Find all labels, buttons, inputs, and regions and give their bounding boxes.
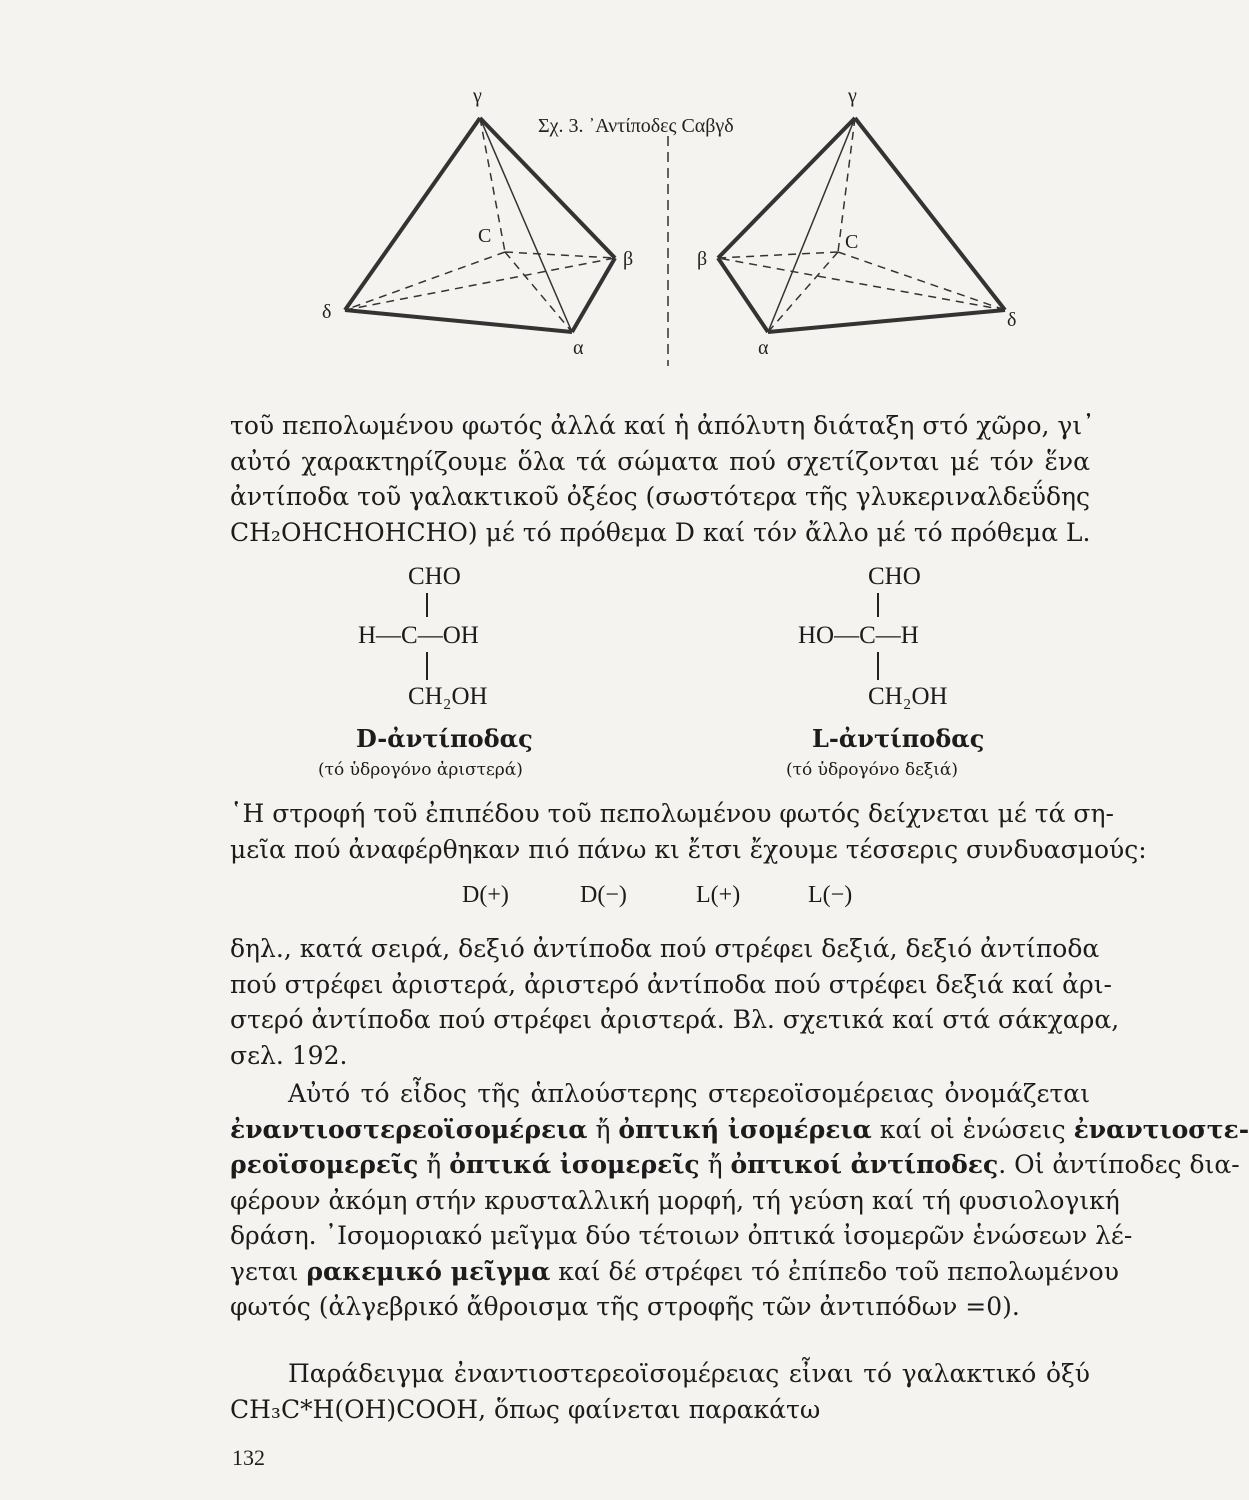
term-enantiostereoisomerism: ἐναντιοστερεοϊσομέρεια <box>230 1114 588 1144</box>
text-line: Παράδειγμα ἐναντιοστερεοϊσομέρειας εἶναι τό γαλακτικό ὀξύ <box>288 1359 1090 1388</box>
text-fragment: ὅπως φαίνεται παρακάτω <box>486 1394 821 1424</box>
d-bottom-group: CH₂OH <box>408 683 488 710</box>
right-label-alpha: α <box>758 337 769 359</box>
text-fragment: ἤ <box>418 1150 450 1179</box>
text-line: δράση. ᾿Ισομοριακό μεῖγμα δύο τέτοιων ὀπτικά ἰσομερῶν ἑνώσεων λέ- <box>230 1221 1133 1250</box>
text-line <box>230 1147 1240 1183</box>
l-middle-row: HO—C—H <box>798 622 919 649</box>
text-fragment: . Οἱ ἀντίποδες δια- <box>998 1150 1240 1179</box>
text-line <box>230 515 1090 551</box>
d-top-bond <box>426 593 428 617</box>
text-line <box>230 1112 1249 1148</box>
paragraph-absolute-configuration <box>230 408 1095 550</box>
text-fragment: γεται <box>230 1256 307 1286</box>
l-enantiomer-note: (τό ὑδρογόνο δεξιά) <box>786 760 959 780</box>
enantiomer-tetrahedra-figure <box>300 70 1060 370</box>
l-bottom-bond <box>877 652 879 680</box>
page-number: 132 <box>232 1445 265 1470</box>
d-enantiomer-note: (τό ὑδρογόνο ἀριστερά) <box>318 760 523 780</box>
term-enantiostereo-start: ἐναντιοστε- <box>1073 1114 1249 1144</box>
right-label-gamma: γ <box>848 85 857 107</box>
combination-l-plus: L(+) <box>696 882 741 908</box>
combination-d-minus: D(−) <box>580 882 627 908</box>
text-line: τοῦ πεπολωμένου φωτός ἀλλά καί ἡ ἀπόλυτη διάταξη στό χῶρο, γι᾿ <box>230 411 1095 440</box>
glyceraldehyde-formula: CH₂OHCHOHCHO) <box>230 517 478 547</box>
l-enantiomer-name: L-ἀντίποδας <box>812 724 985 753</box>
text-line: αὐτό χαρακτηρίζουμε ὅλα τά σώματα πού σχετίζονται μέ τόν ἕνα <box>230 446 1090 476</box>
paragraph-lactic-acid-example <box>230 1356 1090 1427</box>
right-label-beta: β <box>697 248 708 270</box>
d-top-group: CHO <box>408 563 461 590</box>
l-top-bond <box>877 593 879 617</box>
text-line: μεῖα πού ἀναφέρθηκαν πιό πάνω κι ἔτσι ἔχουμε τέσσερις συνδυασμούς: <box>230 834 1147 864</box>
text-line: στερό ἀντίποδα πού στρέφει ἀριστερά. Βλ. σχετικά καί στά σάκχαρα, <box>230 1005 1120 1034</box>
left-label-beta: β <box>623 248 634 270</box>
text-line: ῾Η στροφή τοῦ ἐπιπέδου τοῦ πεπολωμένου φωτός δείχνεται μέ τά ση- <box>230 799 1114 828</box>
left-label-alpha: α <box>573 337 584 359</box>
combination-d-plus: D(+) <box>462 882 509 908</box>
text-line: ἀντίποδα τοῦ γαλακτικοῦ ὀξέος (σωστότερα τῆς γλυκεριναλδεΰδης <box>230 482 1090 511</box>
right-label-c: C <box>845 231 859 253</box>
text-fragment: καί οἱ ἑνώσεις <box>871 1114 1074 1144</box>
l-bottom-group: CH₂OH <box>868 683 948 710</box>
right-label-delta: δ <box>1007 309 1017 331</box>
paragraph-rotation-signs <box>230 796 1147 867</box>
text-line-rest: μέ τό πρόθεμα D καί τόν ἄλλο μέ τό πρόθεμα L. <box>477 517 1091 547</box>
text-line <box>230 1392 1090 1428</box>
text-line: δηλ., κατά σειρά, δεξιό ἀντίποδα πού στρέφει δεξιά, δεξιό ἀντίποδα <box>230 934 1100 963</box>
left-label-delta: δ <box>322 301 332 323</box>
d-middle-row: H—C—OH <box>358 622 479 649</box>
term-optical-antipodes: ὀπτικοί ἀντίποδες <box>730 1150 999 1179</box>
text-fragment: καί δέ στρέφει τό ἐπίπεδο τοῦ πεπολωμένου <box>550 1256 1119 1286</box>
text-line <box>230 1254 1119 1290</box>
d-enantiomer-name: D-ἀντίποδας <box>356 724 533 753</box>
term-optical-isomers: ὀπτικά ἰσομερεῖς <box>449 1150 700 1179</box>
term-optical-isomerism: ὀπτική ἰσομέρεια <box>618 1114 872 1144</box>
text-line: φέρουν ἀκόμη στήν κρυσταλλική μορφή, τή γεύση καί τή φυσιολογική <box>230 1185 1120 1215</box>
text-line: σελ. 192. <box>230 1040 348 1070</box>
d-bottom-bond <box>426 652 428 680</box>
right-tetrahedron <box>718 118 1005 332</box>
l-top-group: CHO <box>868 563 921 590</box>
lactic-acid-formula: CH₃C*H(OH)COOH, <box>230 1394 487 1424</box>
text-line: Αὐτό τό εἶδος τῆς ἁπλούστερης στερεοϊσομέρειας ὀνομάζεται <box>288 1079 1090 1108</box>
left-label-c: C <box>478 225 492 247</box>
left-label-gamma: γ <box>473 85 482 107</box>
paragraph-combination-meaning <box>230 931 1120 1073</box>
text-fragment: ἤ <box>699 1150 731 1179</box>
paragraph-optical-isomerism <box>230 1076 1249 1325</box>
text-line: φωτός (ἀλγεβρικό ἄθροισμα τῆς στροφῆς τῶν ἀντιπόδων =0). <box>230 1292 1020 1321</box>
figure-caption: Σχ. 3. ᾿Αντίποδες Cαβγδ <box>538 115 734 137</box>
combination-l-minus: L(−) <box>808 882 853 908</box>
term-enantiostereo-end: ρεοϊσομερεῖς <box>230 1150 419 1179</box>
text-line: πού στρέφει ἀριστερά, ἀριστερό ἀντίποδα πού στρέφει δεξιά καί ἀρι- <box>230 969 1112 999</box>
text-fragment: ἤ <box>587 1114 619 1144</box>
term-racemic-mixture: ρακεμικό μεῖγμα <box>306 1256 551 1286</box>
